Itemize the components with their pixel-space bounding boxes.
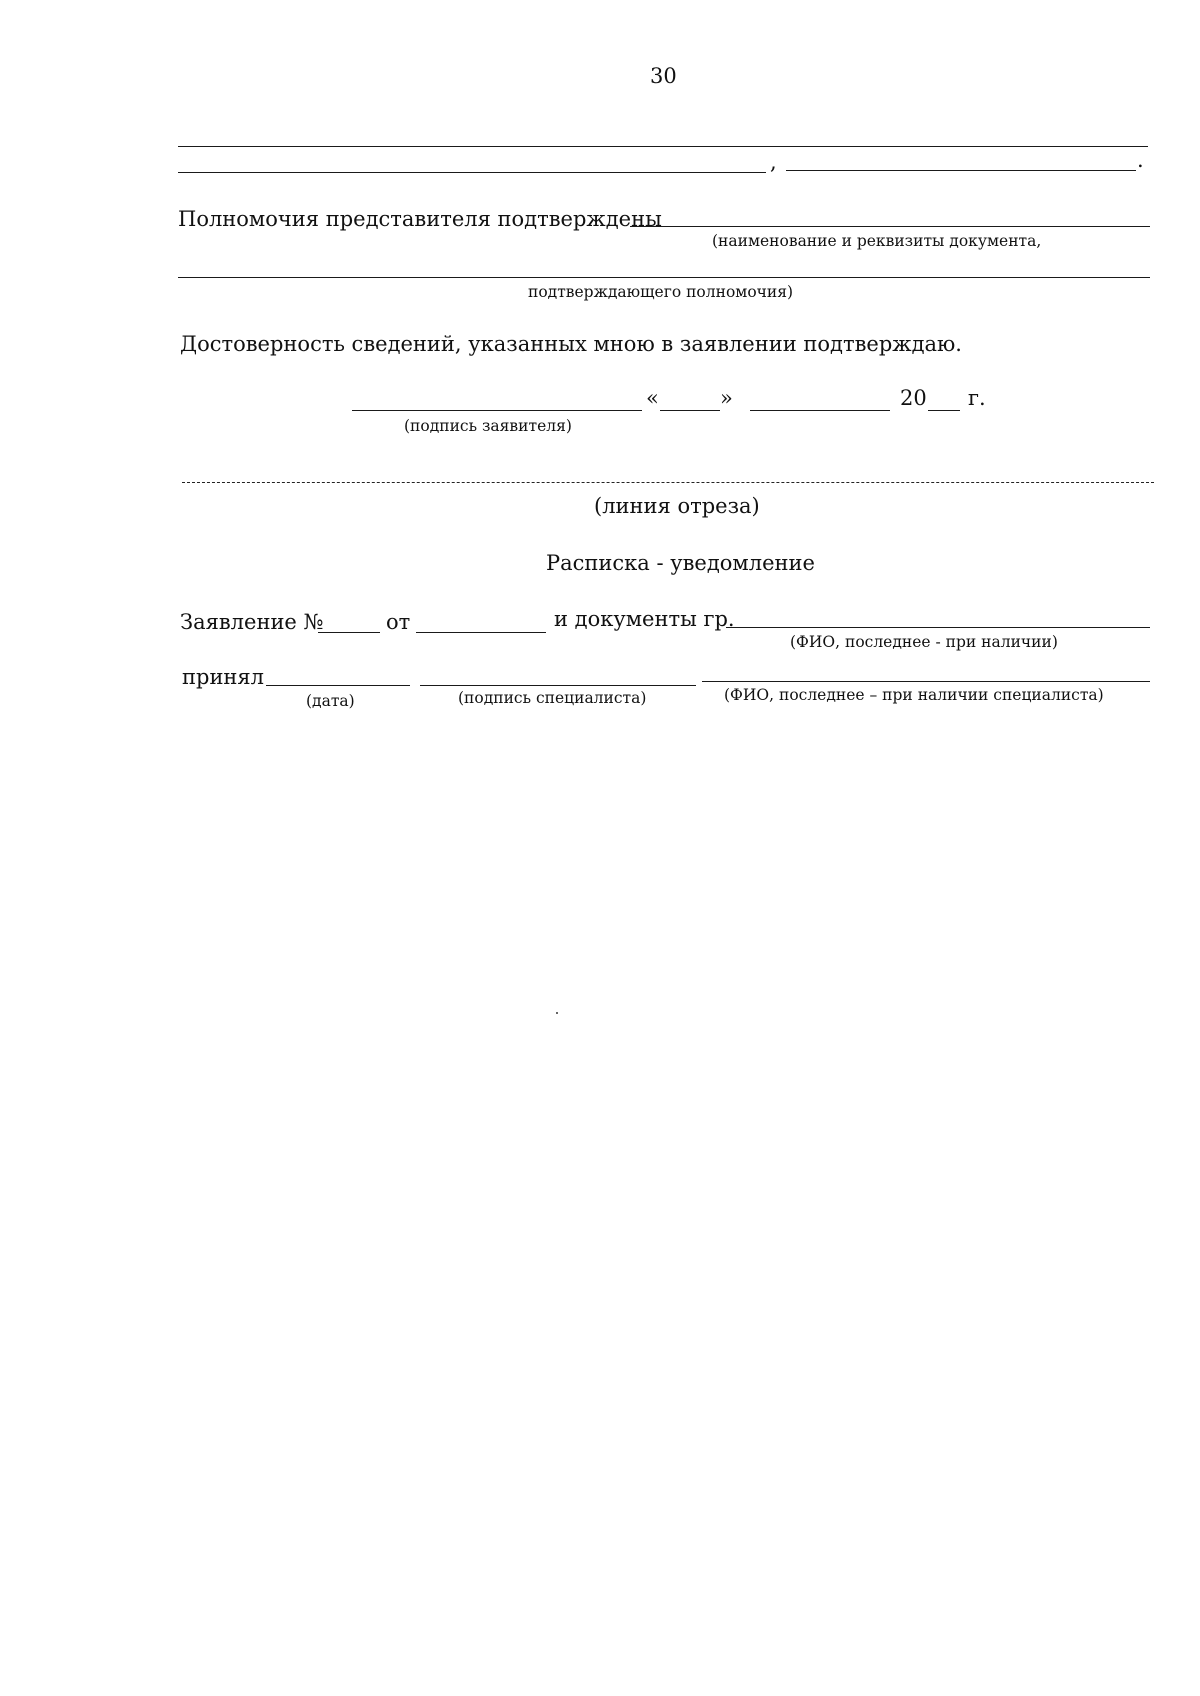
open-quote: « (646, 386, 659, 410)
comma-mark: , (770, 150, 777, 174)
statement-label: Заявление № (180, 610, 324, 634)
citizen-fio-line[interactable] (726, 627, 1150, 628)
confirmation-text: Достоверность сведений, указанных мною в заявлении подтверждаю. (180, 332, 962, 356)
blank-line-2a (178, 172, 766, 173)
authority-field-line-2[interactable] (178, 277, 1150, 278)
statement-date-line[interactable] (416, 632, 546, 633)
year-field-line[interactable] (928, 410, 960, 411)
accepted-label: принял (182, 665, 265, 689)
authority-caption-1: (наименование и реквизиты документа, (712, 232, 1042, 250)
specialist-fio-line[interactable] (702, 681, 1150, 682)
documents-label: и документы гр. (554, 607, 735, 631)
day-field-line[interactable] (660, 410, 720, 411)
specialist-fio-caption: (ФИО, последнее – при наличии специалиста) (724, 686, 1104, 704)
year-prefix: 20 (900, 386, 927, 410)
authority-field-line[interactable] (630, 226, 1150, 227)
receipt-title: Расписка - уведомление (546, 551, 815, 575)
from-label: от (386, 610, 411, 634)
month-field-line[interactable] (750, 410, 890, 411)
applicant-signature-line[interactable] (352, 410, 642, 411)
specialist-signature-caption: (подпись специалиста) (458, 689, 647, 707)
authority-caption-2: подтверждающего полномочия) (528, 283, 794, 301)
cut-line (182, 482, 1154, 483)
scan-speck (556, 1012, 558, 1014)
applicant-signature-caption: (подпись заявителя) (404, 417, 572, 435)
statement-number-line[interactable] (318, 632, 380, 633)
cut-line-caption: (линия отреза) (594, 494, 760, 518)
specialist-signature-line[interactable] (420, 685, 696, 686)
year-suffix: г. (968, 386, 986, 410)
date-caption: (дата) (306, 692, 355, 710)
authority-label: Полномочия представителя подтверждены (178, 207, 662, 231)
citizen-fio-caption: (ФИО, последнее - при наличии) (790, 633, 1058, 651)
blank-line-1 (178, 146, 1148, 147)
blank-line-2b (786, 170, 1136, 171)
close-quote: » (720, 386, 733, 410)
period-mark: . (1137, 148, 1144, 172)
accepted-date-line[interactable] (266, 685, 410, 686)
page-number: 30 (650, 64, 677, 88)
